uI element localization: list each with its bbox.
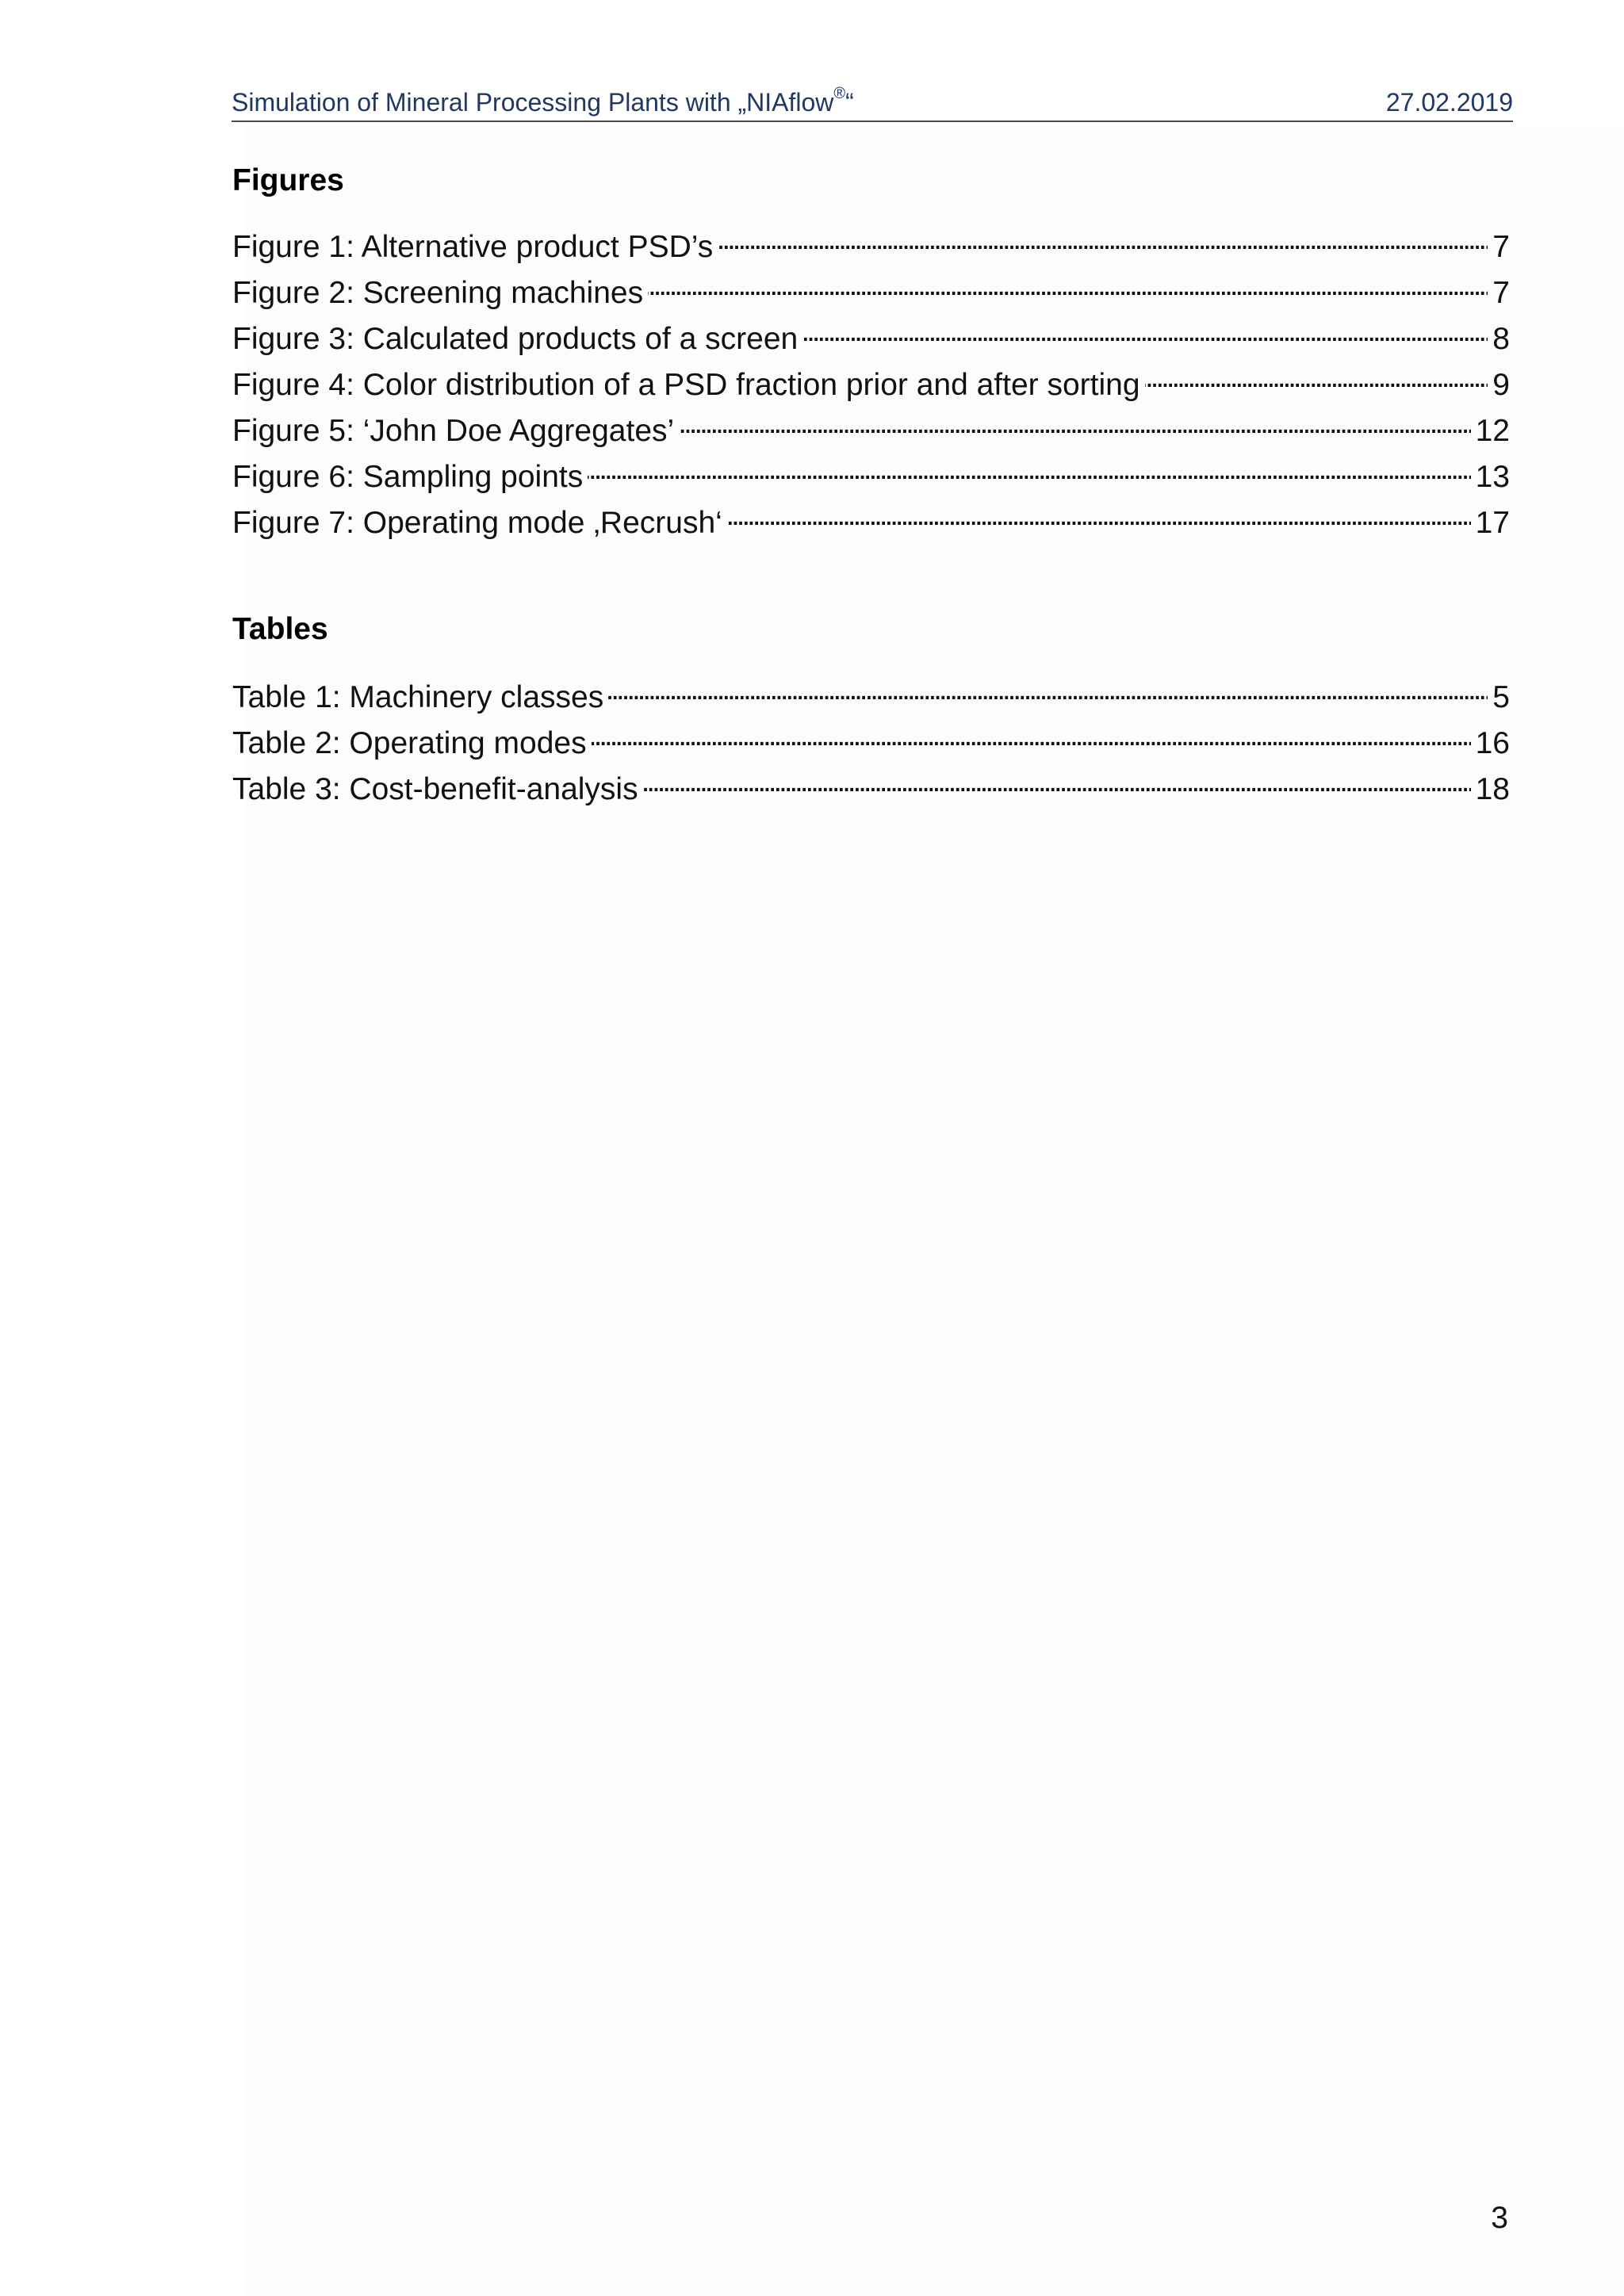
toc-entry-figure-5[interactable] xyxy=(232,406,1510,452)
toc-entry-figure-3[interactable] xyxy=(232,314,1510,360)
toc-entry-label: Figure 2: Screening machines xyxy=(232,276,644,310)
toc-entry-page: 7 xyxy=(1492,276,1510,310)
dot-leader xyxy=(588,452,1470,487)
toc-entry-page: 16 xyxy=(1475,726,1510,760)
toc-entry-label: Figure 7: Operating mode ‚Recrush‘ xyxy=(232,506,722,540)
toc-entry-page: 8 xyxy=(1492,322,1510,356)
toc-entry-page: 7 xyxy=(1492,230,1510,264)
toc-entry-figure-6[interactable] xyxy=(232,452,1510,498)
toc-entry-label: Figure 3: Calculated products of a screen xyxy=(232,322,799,356)
dot-leader xyxy=(1145,360,1488,395)
toc-entry-page: 12 xyxy=(1475,414,1510,448)
toc-entry-page: 5 xyxy=(1492,680,1510,714)
toc-entry-label: Figure 1: Alternative product PSD’s xyxy=(232,230,714,264)
document-date: 27.02.2019 xyxy=(1385,88,1513,117)
toc-entry-table-3[interactable] xyxy=(232,764,1510,810)
toc-entry-page: 18 xyxy=(1475,772,1510,806)
toc-entry-figure-1[interactable] xyxy=(232,222,1510,268)
tables-heading: Tables xyxy=(232,612,328,646)
toc-entry-page: 17 xyxy=(1475,506,1510,540)
toc-entry-label: Figure 6: Sampling points xyxy=(232,460,584,494)
toc-entry-label: Figure 5: ‘John Doe Aggregates’ xyxy=(232,414,675,448)
toc-entry-table-1[interactable] xyxy=(232,672,1510,718)
dot-leader xyxy=(679,406,1470,441)
toc-entry-label: Table 2: Operating modes xyxy=(232,726,587,760)
toc-entry-label: Figure 4: Color distribution of a PSD fraction prior and after sorting xyxy=(232,368,1140,402)
toc-entry-page: 9 xyxy=(1492,368,1510,402)
dot-leader xyxy=(643,764,1471,799)
document-title-closing-quote: “ xyxy=(845,88,854,117)
dot-leader xyxy=(608,672,1488,707)
toc-entry-page: 13 xyxy=(1475,460,1510,494)
document-title xyxy=(232,85,854,117)
toc-entry-label: Table 1: Machinery classes xyxy=(232,680,604,714)
tables-list xyxy=(232,672,1510,810)
toc-entry-figure-7[interactable] xyxy=(232,498,1510,544)
figures-heading: Figures xyxy=(232,163,344,197)
toc-entry-table-2[interactable] xyxy=(232,718,1510,764)
dot-leader xyxy=(727,498,1471,533)
dot-leader xyxy=(802,314,1488,349)
toc-entry-figure-2[interactable] xyxy=(232,268,1510,314)
dot-leader xyxy=(648,268,1488,303)
page-number: 3 xyxy=(1491,2201,1508,2235)
registered-mark: ® xyxy=(833,85,846,103)
dot-leader xyxy=(592,718,1471,753)
running-header xyxy=(232,79,1513,122)
toc-entry-label: Table 3: Cost-benefit-analysis xyxy=(232,772,638,806)
document-title-text: Simulation of Mineral Processing Plants with „NIAflow xyxy=(232,88,834,117)
dot-leader xyxy=(718,222,1488,257)
figures-list xyxy=(232,222,1510,544)
toc-entry-figure-4[interactable] xyxy=(232,360,1510,406)
